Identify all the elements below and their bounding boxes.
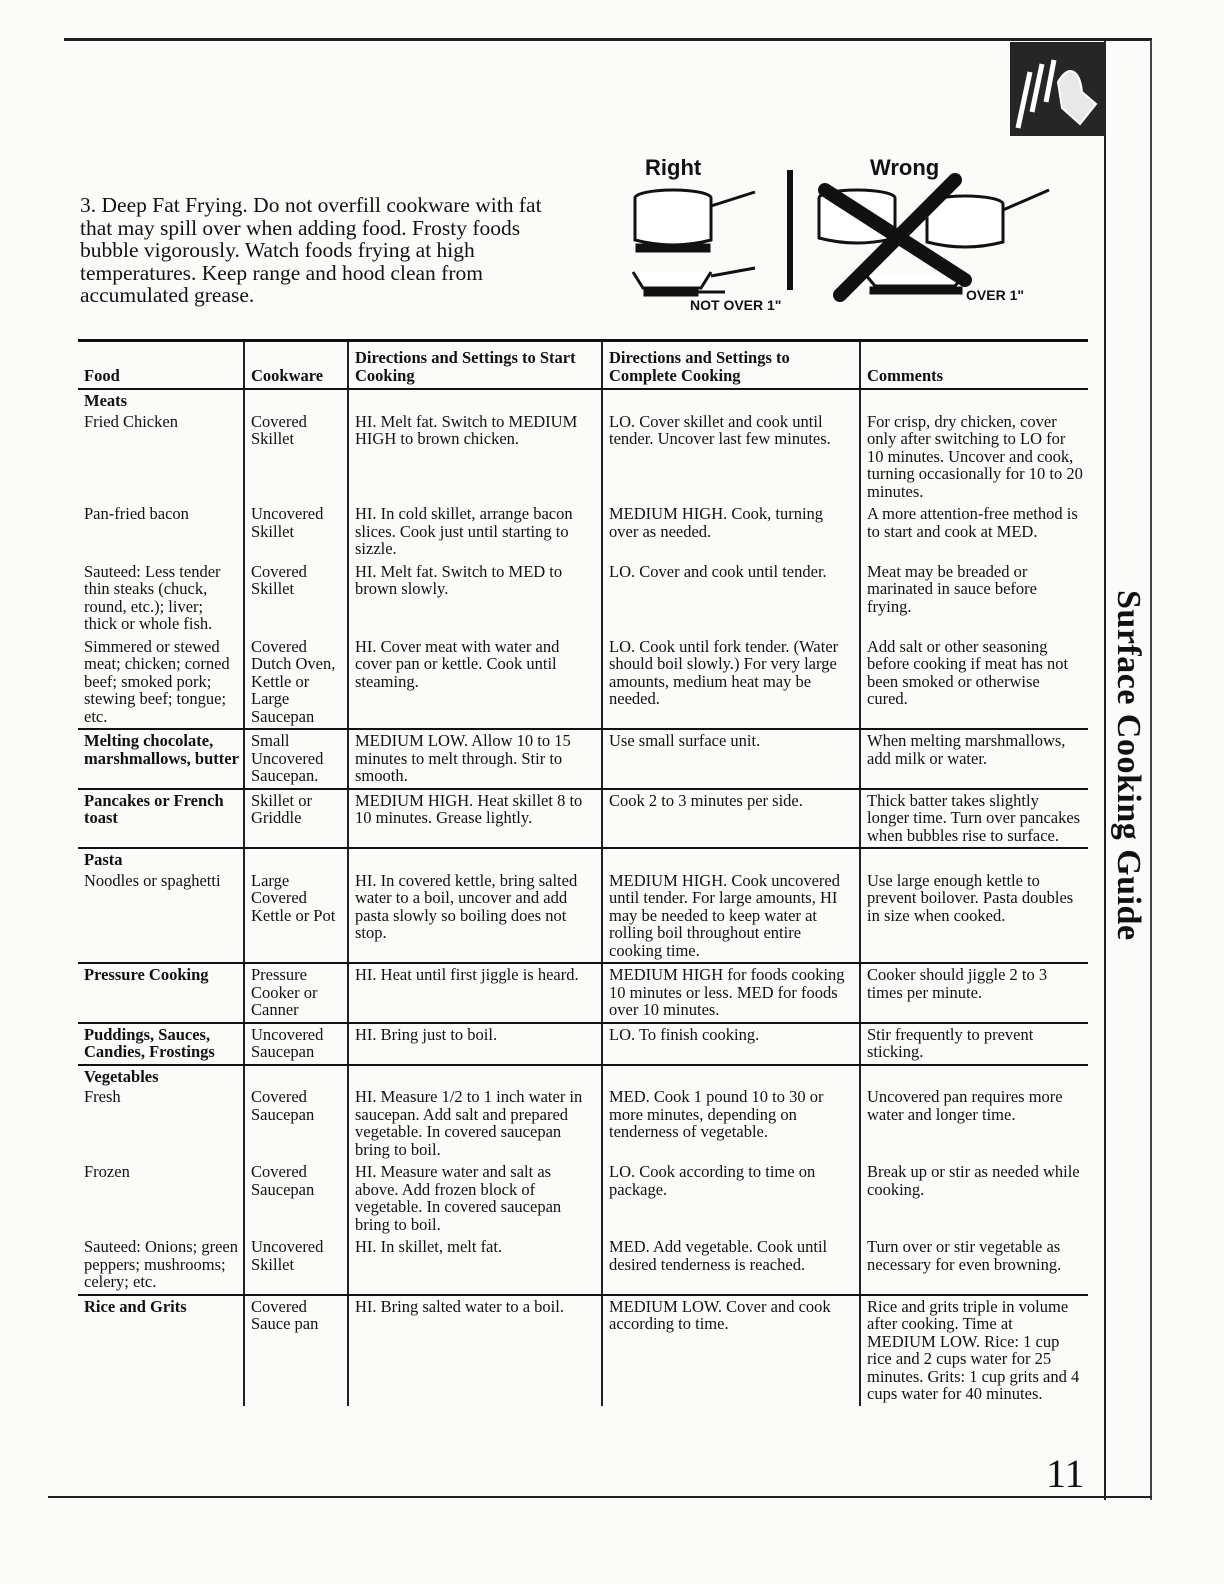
- table-row: [78, 1161, 1088, 1236]
- start-cell: HI. Measure water and salt as above. Add frozen block of vegetable. In covered saucepan bring to boil.: [348, 1161, 602, 1236]
- start-cell: HI. In covered kettle, bring salted water to a boil, uncover and add pasta slowly so boiling does not stop.: [348, 872, 602, 964]
- complete-cell: LO. Cook until fork tender. (Water should boil slowly.) For very large amounts, medium heat may be needed.: [602, 636, 860, 730]
- food-cell: Rice and Grits: [84, 1296, 187, 1316]
- header-cookware: Cookware: [244, 341, 348, 390]
- not-over-label: NOT OVER 1": [690, 297, 782, 313]
- complete-cell: LO. Cover and cook until tender.: [602, 561, 860, 636]
- category-row: [78, 1065, 1088, 1089]
- bottom-rule: [48, 1496, 1152, 1498]
- food-cell: Simmered or stewed meat; chicken; corned beef; smoked pork; stewing beef; tongue; etc.: [78, 636, 244, 730]
- comments-cell: A more attention-free method is to start and cook at MED.: [860, 503, 1088, 561]
- cookware-cell: Pressure Cooker or Canner: [244, 963, 348, 1023]
- paragraph-text: Deep Fat Frying. Do not overfill cookware with fat that may spill over when adding food. Frosty foods bubble vigorously. Watch foods frying at high temperatures. Keep range and hood clean from accumulated grease.: [80, 193, 542, 307]
- comments-cell: Meat may be breaded or marinated in sauce before frying.: [860, 561, 1088, 636]
- start-cell: HI. Bring just to boil.: [348, 1023, 602, 1065]
- start-cell: HI. Melt fat. Switch to MEDIUM HIGH to brown chicken.: [348, 413, 602, 504]
- food-cell: Pressure Cooking: [78, 963, 244, 1023]
- complete-cell: MED. Add vegetable. Cook until desired tenderness is reached.: [602, 1236, 860, 1295]
- cookware-cell: Covered Saucepan: [244, 1088, 348, 1161]
- comments-cell: Turn over or stir vegetable as necessary for even browning.: [860, 1236, 1088, 1295]
- comments-cell: For crisp, dry chicken, cover only after switching to LO for 10 minutes. Uncover and cook, turning occasionally for 10 to 20 minutes.: [860, 413, 1088, 504]
- complete-cell: LO. To finish cooking.: [602, 1023, 860, 1065]
- category-vegetables: Vegetables: [84, 1066, 159, 1086]
- paragraph-number: 3.: [80, 193, 97, 217]
- table-row: [78, 561, 1088, 636]
- correct-saucepan-icon: [635, 190, 755, 251]
- complete-cell: Cook 2 to 3 minutes per side.: [602, 789, 860, 849]
- food-cell: Fried Chicken: [84, 411, 178, 431]
- table-row: [78, 636, 1088, 730]
- complete-cell: MEDIUM HIGH. Cook uncovered until tender. For large amounts, HI may be needed to keep water at rolling boil throughout entire cooking time.: [602, 872, 860, 964]
- header-start-cooking: Directions and Settings to Start Cooking: [348, 341, 602, 390]
- page-number: 11: [1046, 1451, 1085, 1496]
- comments-cell: Rice and grits triple in volume after cooking. Time at MEDIUM LOW. Rice: 1 cup rice and 2 cups water for 25 minutes. Grits: 1 cup grits and 4 cups water for 40 minutes.: [860, 1295, 1088, 1406]
- food-cell: Melting chocolate, marshmallows, butter: [78, 729, 244, 789]
- cookware-cell: Large Covered Kettle or Pot: [244, 872, 348, 964]
- comments-cell: Uncovered pan requires more water and longer time.: [860, 1088, 1088, 1161]
- over-label: OVER 1": [966, 287, 1024, 303]
- cookware-cell: Uncovered Skillet: [244, 503, 348, 561]
- wrong-label: Wrong: [870, 155, 940, 180]
- comments-cell: Add salt or other seasoning before cooking if meat has not been smoked or otherwise cured.: [860, 636, 1088, 730]
- category-pasta: Pasta: [84, 850, 123, 869]
- table-row: [78, 963, 1088, 1023]
- comments-cell: Use large enough kettle to prevent boilover. Pasta doubles in size when cooked.: [860, 872, 1088, 964]
- complete-cell: MEDIUM HIGH. Cook, turning over as needed.: [602, 503, 860, 561]
- start-cell: HI. In cold skillet, arrange bacon slices. Cook just until starting to sizzle.: [348, 503, 602, 561]
- complete-cell: LO. Cover skillet and cook until tender. Uncover last few minutes.: [602, 413, 860, 504]
- side-title: Surface Cooking Guide: [1110, 589, 1147, 941]
- food-cell: Fresh: [84, 1087, 121, 1106]
- comments-cell: Break up or stir as needed while cooking.: [860, 1161, 1088, 1236]
- comments-cell: Thick batter takes slightly longer time. Turn over pancakes when bubbles rise to surface.: [860, 789, 1088, 849]
- start-cell: HI. Measure 1/2 to 1 inch water in saucepan. Add salt and prepared vegetable. In covered saucepan bring to boil.: [348, 1088, 602, 1161]
- cookware-cell: Uncovered Saucepan: [244, 1023, 348, 1065]
- start-cell: HI. Melt fat. Switch to MED to brown slowly.: [348, 561, 602, 636]
- cookware-cell: Covered Sauce pan: [244, 1295, 348, 1406]
- category-row: [78, 848, 1088, 872]
- table-row: [78, 1088, 1088, 1161]
- cookware-size-illustration: [625, 150, 1055, 320]
- comments-cell: When melting marshmallows, add milk or water.: [860, 729, 1088, 789]
- comments-cell: Stir frequently to prevent sticking.: [860, 1023, 1088, 1065]
- right-wrong-divider: [787, 170, 793, 290]
- table-row: [78, 1023, 1088, 1065]
- complete-cell: MEDIUM HIGH for foods cooking 10 minutes or less. MED for foods over 10 minutes.: [602, 963, 860, 1023]
- comments-cell: Cooker should jiggle 2 to 3 times per minute.: [860, 963, 1088, 1023]
- table-row: [78, 1236, 1088, 1295]
- start-cell: HI. Heat until first jiggle is heard.: [348, 963, 602, 1023]
- cookware-cell: Covered Skillet: [244, 561, 348, 636]
- right-label: Right: [645, 155, 702, 180]
- table-row: [78, 413, 1088, 504]
- start-cell: HI. Cover meat with water and cover pan or kettle. Cook until steaming.: [348, 636, 602, 730]
- complete-cell: LO. Cook according to time on package.: [602, 1161, 860, 1236]
- table-row: [78, 789, 1088, 849]
- table-row: [78, 872, 1088, 964]
- cookware-cell: Covered Dutch Oven, Kettle or Large Saucepan: [244, 636, 348, 730]
- start-cell: MEDIUM HIGH. Heat skillet 8 to 10 minutes. Grease lightly.: [348, 789, 602, 849]
- correct-skillet-icon: [633, 268, 755, 295]
- category-meats: Meats: [84, 391, 128, 410]
- table-header-row: [78, 341, 1088, 390]
- cookware-cell: Skillet or Griddle: [244, 789, 348, 849]
- food-cell: Pan-fried bacon: [84, 504, 189, 523]
- food-cell: Sauteed: Onions; green peppers; mushrooms; celery; etc.: [78, 1236, 244, 1295]
- table-row: [78, 503, 1088, 561]
- food-cell: Sauteed: Less tender thin steaks (chuck, round, etc.); liver; thick or whole fish.: [84, 561, 221, 633]
- category-row: [78, 389, 1088, 413]
- hand-touch-icon: [1010, 42, 1106, 136]
- header-complete-cooking: Directions and Settings to Complete Cooking: [602, 341, 860, 390]
- food-cell: Puddings, Sauces, Candies, Frostings: [78, 1023, 244, 1065]
- header-comments: Comments: [860, 341, 1088, 390]
- food-cell: Noodles or spaghetti: [78, 872, 244, 964]
- complete-cell: Use small surface unit.: [602, 729, 860, 789]
- complete-cell: MEDIUM LOW. Cover and cook according to time.: [602, 1295, 860, 1406]
- complete-cell: MED. Cook 1 pound 10 to 30 or more minutes, depending on tenderness of vegetable.: [602, 1088, 860, 1161]
- start-cell: MEDIUM LOW. Allow 10 to 15 minutes to melt through. Stir to smooth.: [348, 729, 602, 789]
- header-food: Food: [78, 341, 244, 390]
- side-tab-right-border: [1150, 40, 1152, 1500]
- start-cell: HI. Bring salted water to a boil.: [348, 1295, 602, 1406]
- food-cell: Frozen: [84, 1162, 130, 1181]
- food-cell: Pancakes or French toast: [78, 789, 244, 849]
- cookware-cell: Small Uncovered Saucepan.: [244, 729, 348, 789]
- surface-cooking-table: [78, 339, 1088, 1406]
- start-cell: HI. In skillet, melt fat.: [348, 1236, 602, 1295]
- cookware-cell: Uncovered Skillet: [244, 1236, 348, 1295]
- cookware-cell: Covered Skillet: [244, 413, 348, 504]
- top-rule: [64, 38, 1152, 41]
- deep-fat-frying-paragraph: [80, 194, 570, 307]
- cookware-cell: Covered Saucepan: [244, 1161, 348, 1236]
- table-row: [78, 729, 1088, 789]
- table-row: [78, 1295, 1088, 1406]
